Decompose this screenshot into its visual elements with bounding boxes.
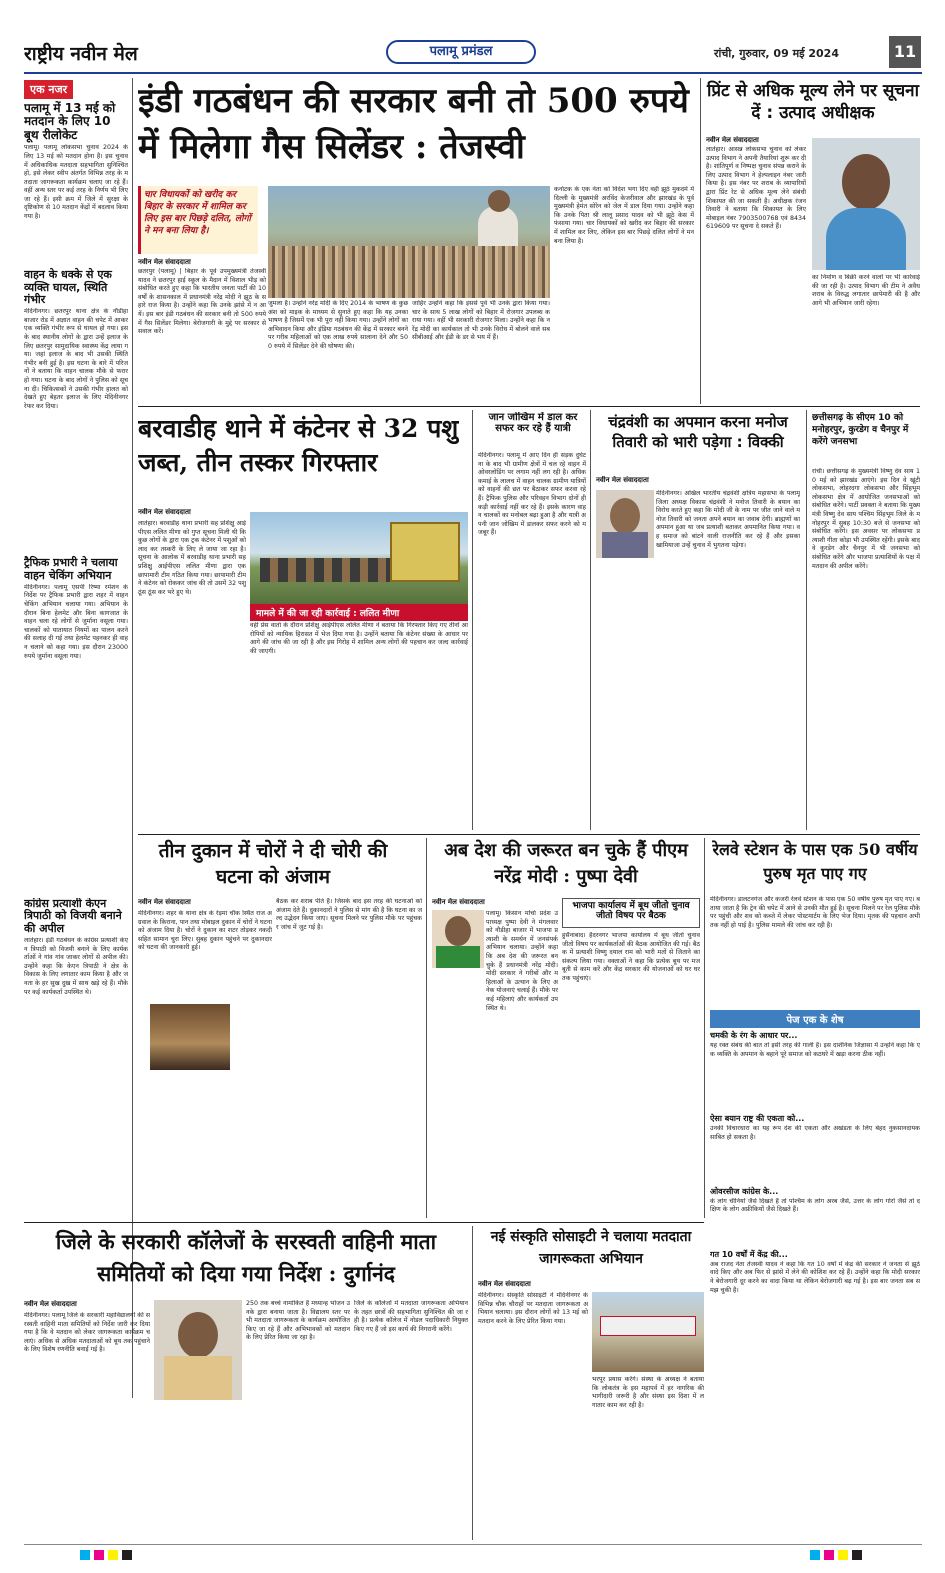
lead-pullquote: चार विधायकों को खरीद कर बिहार के सरकार में शामिल कर लिए इस बार पिछड़े दलित, लोगों ने मन बना लिया है।: [138, 186, 258, 254]
footer-rule: [24, 1544, 922, 1545]
modi-byline: नवीन मेल संवाददाता: [432, 898, 485, 906]
durganand-photo: [154, 1300, 242, 1400]
column-divider: [700, 78, 701, 404]
page-number: 11: [889, 36, 921, 68]
remainder-title: गत 10 वर्षों में केंद्र की...: [710, 1249, 788, 1259]
excise-text: लातेहार। आसन्न लोकसभा चुनाव को लेकर उत्पाद विभाग ने अपनी तैयारियां शुरू कर दी है। शांतिपूर्ण व निष्पक्ष चुनाव संपन्न कराने के लिए उत्पाद विभाग ने हेल्पलाइन नंबर जारी किया है। इस नंबर पर शराब के व्यापारियों द्वारा प्रिंट रेट से अधिक मूल्य लेने संबंधी शिकायत की जा सकती है। अधीक्षक रंजन तिवारी ने बताया कि शिकायत के लिए मोबाइल नंबर 7903500768 एवं 8434619609 पर सूचना दे सकते हैं।: [706, 146, 806, 231]
lead-col3: जाहिर उन्होंने कहा कि इससे पूर्व भी उनके द्वारा किया गया। चार के साथ 5 लाख लोगों को बिहार में रोजगार उपलब्ध कराया गया। वहीं भी सरकारी रोजगार मिला। उन्होंने कहा कि नरेंद्र मोदी का कार्यकाल तो भी उनके विरोध में बोलने वाले सब सीबीआई और ईडी के डर से भय में हैं।: [412, 300, 550, 342]
row-rule: [138, 834, 920, 835]
registration-mark: [80, 1550, 90, 1560]
saraswati-text2: 250 तक बच्चे नामांकित हैं मध्यान्ह भोजन उनके द्वारा बनाया जाता है। विद्यालय स्तर पर भी मतदाता जागरूकता के कार्यक्रम आयोजित किए जा रहे हैं और अभिभावकों को मतदान के लिए प्रेरित किया जा रहा है।: [246, 1300, 350, 1342]
shop-photo: [150, 1004, 230, 1070]
truck-photo-caption: मामले में की जा रही कार्रवाई : ललित मीणा: [250, 604, 468, 621]
lead-byline: नवीन मेल संवाददाता: [138, 258, 191, 266]
railway-headline: रेलवे स्टेशन के पास एक 50 वर्षीय पुरुष मृत पाए गए: [712, 840, 918, 883]
column-divider: [590, 410, 591, 830]
brief-text: पलामू। पलामू लोकसभा चुनाव 2024 के लिए 13 मई को मतदान होना है। इस चुनाव में अधिकाधिक मतदाता सहभागिता सुनिश्चित हो, इसे लेकर स्वीप अंतर्गत विभिन्न तरह के मतदाता जागरूकता कार्यक्रम चलाए जा रहे हैं। वहीं अन्य स्तर पर कई तरह के निर्णय भी लिए जा रहे हैं। इसी क्रम में जिले में सुरक्षा के दृष्टिकोण से 10 मतदान केंद्रों में बदलाव किया गया है।: [24, 144, 128, 221]
ek-nazar-column: [24, 78, 128, 948]
remainder-text: उनकी विचारधारा का यह रूप देश की एकता और अखंडता के लिए बेहद नुकसानदायक साबित हो सकता है।: [710, 1124, 920, 1141]
brief-title: वाहन के धक्के से एक व्यक्ति घायल, स्थिति गंभीर: [24, 268, 112, 306]
brief-text: मेदिनीनगर। पलामू एसपी रिष्मा रमेशन के निर्देश पर ट्रैफिक प्रभारी द्वारा शहर में वाहन चेकिंग अभियान चलाया गया। अभियान के दौरान बिना हेलमेट और बिना कागजात के वाहन चला रहे लोगों से जुर्माना वसूला गया। चालकों को यातायात नियमों का पालन करने की सलाह दी गई तथा हेलमेट पहनकर ही वाहन चलाने को कहा गया। इस दौरान 23000 रुपये जुर्माना वसूला गया।: [24, 583, 128, 660]
section-name: पलामू प्रमंडल: [386, 40, 536, 64]
excise-text2: का निर्माण व बिक्री करने वालों पर भी कार्रवाई की जा रही है। उत्पाद विभाग की टीम ने अवैध शराब के विरुद्ध लगातार छापेमारी की है और आगे भी अभियान जारी रहेगा।: [812, 274, 920, 307]
registration-mark: [108, 1550, 118, 1560]
brief-text: मेदिनीनगर। छतरपुर थाना क्षेत्र के नौडीहा बाजार रोड में अज्ञात वाहन की चपेट में आकर एक व्यक्ति गंभीर रूप से घायल हो गया। इसके बाद स्थानीय लोगों के द्वारा उन्हें इलाज के लिए छतरपुर सामुदायिक स्वास्थ्य केंद्र लाया गया। जहां इलाज के बाद भी उसकी स्थिति गंभीर बनी हुई है। इस घटना के बारे में परिजनों ने बताया कि वाहन चालक मौके से फरार हो गया। घटना के बाद लोगों ने पुलिस को सूचना दी। चिकित्सकों ने उसकी गंभीर हालत को देखते हुए बेहतर इलाज के लिए मेदिनीनगर रेफर कर दिया।: [24, 308, 128, 410]
row-rule: [138, 406, 920, 407]
saraswati-byline: नवीन मेल संवाददाता: [24, 1300, 77, 1308]
paper-name: राष्ट्रीय नवीन मेल: [24, 43, 138, 65]
theft-headline: तीन दुकान में चोरों ने दी चोरी की घटना को अंजाम: [158, 840, 388, 888]
brief-title: पलामू में 13 मई को मतदान के लिए 10 बूथ रीलोकेट: [24, 101, 116, 142]
rally-photo: [268, 186, 550, 298]
column-divider: [704, 838, 705, 1218]
registration-mark: [122, 1550, 132, 1560]
remainder-text: अब राजद नेता तेजस्वी यादव ने कहा कि गत 10 वर्षों में केंद्र की सरकार ने जनता से झूठे वादे किए और अब फिर से झांसे में लेने की कोशिश कर रहे हैं। उन्होंने कहा कि मोदी सरकार ने बेरोजगारी दूर करने का वादा किया था लेकिन बेरोजगारी बढ़ गई है। इस बार जनता सब समझ चुकी है।: [710, 1260, 920, 1294]
chandravanshi-text: मेदिनीनगर। अखिल भारतीय चंद्रवंशी क्षत्रिय महासभा के पलामू जिला अध्यक्ष विकास चंद्रवंशी ने मनोज तिवारी के बयान का विरोध करते हुए कहा कि मोदी जी के नाम पर जीत जाने वाले मनोज तिवारी को जनता अपने बयान का जवाब देगी। ब्राह्मणों का अपमान हुआ था जब प्रत्याशी बताकर अपमानित किया गया। वह समाज को बांटने वाली राजनीति कर रहे हैं और इसका खामियाजा उन्हें चुनाव में भुगतना पड़ेगा।: [656, 490, 800, 549]
container-headline: बरवाडीह थाने में कंटेनर से 32 पशु जब्त, तीन तस्कर गिरफ्तार: [138, 414, 459, 477]
remainder-label: पेज एक के शेष: [710, 1010, 920, 1028]
masthead: [24, 36, 922, 70]
page-one-remainder: [710, 1010, 920, 1538]
cm-headline: छत्तीसगढ़ के सीएम 10 को मनोहरपुर, कुरडेग व चैनपुर में करेंगे जनसभा: [812, 413, 909, 447]
remainder-title: चमकी के रंग के आधार पर...: [710, 1031, 798, 1040]
lead-col1: छतरपुर (पलामू) | बिहार के पूर्व उपमुख्यमंत्री तेजस्वी यादव ने छतरपुर हाई स्कूल के मैदान में विशाल भीड़ को संबोधित करते हुए कहा कि भारतीय जनता पार्टी की 10 वर्षों के शासनकाल में प्रधानमंत्री नरेंद्र मोदी ने झूठ के सहारे राज किया है। उन्होंने कहा कि उनके झांसे में न आयें। इस बार इंडी गठबंधन की सरकार बनी तो 500 रुपये में गैस सिलेंडर मिलेगा। बेरोजगारी के मुद्दे पर सरकार से सवाल करें।: [138, 268, 266, 336]
saraswati-headline: जिले के सरकारी कॉलेजों के सरस्वती वाहिनी माता समितियों को दिया गया निर्देश : दुर्गानंद: [55, 1229, 437, 1286]
container-byline: नवीन मेल संवाददाता: [138, 508, 191, 516]
column-divider: [472, 1226, 473, 1540]
bjp-meeting-text: हुसैनाबाद। हैदरनगर भाजपा कार्यालय में बूथ जीतो चुनाव जीतो विषय पर कार्यकर्ताओं की बैठक आयोजित की गई। बैठक में प्रत्याशी विष्णु दयाल राम को भारी मतों से जिताने का संकल्प लिया गया। वक्ताओं ने कहा कि प्रत्येक बूथ पर मजबूती से काम करें और केंद्र सरकार की योजनाओं को घर घर तक पहुंचाएं।: [562, 932, 700, 982]
column-divider: [806, 410, 807, 830]
ek-nazar-label: एक नजर: [24, 80, 73, 99]
saraswati-text3: जिले के कॉलेजों में मतदाता जागरूकता अभियान के तहत छात्रों की सहभागिता सुनिश्चित की जा रही है। प्रत्येक कॉलेज में नोडल पदाधिकारी नियुक्त किए गए हैं जो इस कार्य की निगरानी करेंगे।: [354, 1300, 468, 1333]
society-headline: नई संस्कृति सोसाइटी ने चलाया मतदाता जागरूकता अभियान: [490, 1229, 692, 1267]
chandravanshi-byline: नवीन मेल संवाददाता: [596, 476, 649, 484]
modi-headline: अब देश की जरूरत बन चुके हैं पीएम नरेंद्र मोदी : पुष्पा देवी: [444, 840, 688, 887]
risk-headline: जान जोखिम में डाल कर सफर कर रहे हैं यात्री: [488, 412, 578, 435]
column-divider: [132, 78, 133, 1398]
society-text2: भरपूर प्रयास करेंगे। संस्था के अध्यक्ष ने बताया कि लोकतंत्र के इस महापर्व में हर नागरिक की भागीदारी जरूरी है और संस्था इस दिशा में लगातार काम कर रही है।: [592, 1376, 704, 1409]
container-text2: वहीं प्रेस वार्ता के दौरान प्रशिक्षु आईपीएस ललित मीणा ने बताया कि गिरफ्तार किए गए तीनों आरोपियों को न्यायिक हिरासत में भेज दिया गया है। उन्होंने बताया कि कंटेनर संख्या के आधार पर आगे की जांच की जा रही है और इस गिरोह में शामिल अन्य लोगों की पहचान कर जल्द कार्रवाई की जाएगी।: [250, 622, 468, 655]
remainder-text: यह रक्त संबंध की बात तो इसी तरह की गाली है। इस दार्शनिक जिज्ञासा में उन्होंने कहा कि एक व्यक्ति के अपमान के बहाने पूरे समाज को कठघरे में खड़ा करना ठीक नहीं।: [710, 1041, 920, 1058]
excise-byline: नवीन मेल संवाददाता: [706, 136, 759, 144]
remainder-title: ओवरसीज कांग्रेस के...: [710, 1186, 779, 1196]
row-rule: [24, 1222, 704, 1223]
column-divider: [426, 838, 427, 1218]
bjp-meeting-headline: भाजपा कार्यालय में बूथ जीतो चुनाव जीतो विषय पर बैठक: [562, 898, 700, 928]
registration-mark: [838, 1550, 848, 1560]
society-photo: [592, 1292, 704, 1372]
cm-text: रांची। छत्तीसगढ़ के मुख्यमंत्री विष्णु देव साय 10 मई को झारखंड आएंगे। इस दिन वे खूंटी लोकसभा, लोहरदगा लोकसभा और सिंहभूम लोकसभा क्षेत्र में आयोजित जनसभाओं को संबोधित करेंगे। पार्टी प्रवक्ता ने बताया कि मुख्यमंत्री विष्णु देव साय पश्चिम सिंहभूम जिले के मनोहरपुर में सुबह 10:30 बजे से जनसभा को संबोधित करेंगे। इस अवसर पर लोकसभा प्रत्याशी गीता कोड़ा भी उपस्थित रहेंगी। इसके बाद वे कुरडेग और चैनपुर में भी जनसभा को संबोधित करेंगे और भाजपा प्रत्याशियों के पक्ष में मतदान की अपील करेंगे।: [812, 468, 920, 570]
registration-mark: [94, 1550, 104, 1560]
society-text: मेदिनीनगर। संस्कृति सोसाइटी ने मेदिनीनगर के विभिन्न चौक चौराहों पर मतदाता जागरूकता अभियान चलाया। इस दौरान लोगों को 13 मई को मतदान करने के लिए प्रेरित किया गया।: [478, 1292, 588, 1325]
registration-mark: [824, 1550, 834, 1560]
container-text: लातेहार। बरवाडीह थाना प्रभारी सह प्रशिक्षु आईपीएस ललित मीणा को गुप्त सूचना मिली थी कि कुछ लोगों के द्वारा एक ट्रक कंटेनर में पशुओं को लाद कर तस्करी के लिए ले जाया जा रहा है। सूचना के आलोक में बरवाडीह थाना प्रभारी सह प्रशिक्षु आईपीएस ललित मीणा द्वारा एक छापामारी टीम गठित किया गया। छापामारी टीम ने कंटेनर को रोककर जांच की तो उसमें 32 पशु ठूंस ठूंस कर भरे हुए थे।: [138, 520, 246, 596]
dateline: रांची, गुरुवार, 09 मई 2024: [714, 47, 839, 60]
remainder-title: ऐसा बयान राष्ट्र की एकता को...: [710, 1113, 805, 1123]
brief-title: ट्रैफिक प्रभारी ने चलाया वाहन चेकिंग अभियान: [24, 556, 118, 582]
society-byline: नवीन मेल संवाददाता: [478, 1280, 531, 1288]
registration-mark: [852, 1550, 862, 1560]
railway-text: मेदिनीनगर। डालटनगंज और कजरी रेलवे स्टेशन के पास एक 50 वर्षीय पुरुष मृत पाए गए। बताया जाता है कि ट्रेन की चपेट में आने से उनकी मौत हुई है। सूचना मिलने पर रेल पुलिस मौके पर पहुंची और शव को कब्जे में लेकर पोस्टमार्टम के लिए भेज दिया। मृतक की पहचान अभी तक नहीं हो पाई है। पुलिस मामले की जांच कर रही है।: [710, 896, 920, 929]
truck-photo: [250, 512, 468, 604]
officer-photo: [812, 138, 920, 270]
brief-title: कांग्रेस प्रत्याशी केएन त्रिपाठी को विजयी बनाने की अपील: [24, 898, 122, 935]
remainder-text: के लोग चीनियों जैसे दिखते हैं तो पश्चिम के लोग अरब जैसे, उत्तर के लोग गोरों जैसे तो दक्षिण के लोग अफ्रीकियों जैसे दिखते हैं।: [710, 1197, 920, 1214]
masthead-rule: [24, 72, 922, 74]
theft-text: मेदिनीनगर। शहर के थाना क्षेत्र के रेड़मा चौक स्थित राज अग्रवाल के किराना, पान तथा मोबाइल दुकान में चोरों ने घटना को अंजाम दिया है। चोरों ने दुकान का शटर तोड़कर नकदी सहित सामान चुरा लिए। सुबह दुकान पहुंचने पर दुकानदार को घटना की जानकारी हुई।: [138, 910, 272, 952]
registration-mark: [810, 1550, 820, 1560]
brief-text: लातेहार। इंडी गठबंधन के कांग्रेस प्रत्याशी केएन त्रिपाठी को विजयी बनाने के लिए कार्यकर्ताओं ने गांव गांव जाकर लोगों से अपील की। उन्होंने कहा कि केएन त्रिपाठी ने क्षेत्र के विकास के लिए लगातार काम किया है और जनता के हर सुख दुख में साथ खड़े रहे हैं। मौके पर कई कार्यकर्ता उपस्थित थे।: [24, 936, 128, 996]
theft-text2: बैठक कर शराब पीते हैं। जिसके बाद इस तरह की घटनाओं को अंजाम देते हैं। दुकानदारों ने पुलिस से मांग की है कि घटना का जल्द उद्भेदन किया जाए। सूचना मिलने पर पुलिस मौके पर पहुंचकर जांच में जुट गई है।: [276, 898, 422, 931]
column-divider: [472, 410, 473, 830]
modi-text: पलामू। किसान मोर्चा प्रदेश उपाध्यक्ष पुष्पा देवी ने मंगलवार को नौडीहा बाजार में भाजपा प्रत्याशी के समर्थन में जनसंपर्क अभियान चलाया। उन्होंने कहा कि अब देश की जरूरत बन चुके हैं प्रधानमंत्री नरेंद्र मोदी। मोदी सरकार ने गरीबों और महिलाओं के उत्थान के लिए अनेक योजनाएं चलाई हैं। मौके पर कई महिलाएं और कार्यकर्ता उपस्थित थे।: [486, 910, 558, 1012]
saraswati-text: मेदिनीनगर। पलामू जिले के सरकारी महाविद्यालयों की सरस्वती वाहिनी माता समितियों को निर्देश जारी कर दिया गया है कि वे मतदान को लेकर जागरूकता कार्यक्रम चलाएं। अधिक से अधिक मतदाताओं को बूथ तक पहुंचाने के लिए विशेष रणनीति बनाई गई है।: [24, 1312, 150, 1354]
chandravanshi-headline: चंद्रवंशी का अपमान करना मनोज तिवारी को भारी पड़ेगा : विक्की: [608, 413, 788, 451]
risk-text: मेदिनीनगर। पलामू में आए दिन ही सड़क दुर्घटना के बाद भी ग्रामीण क्षेत्रों में चल रहे वाहन में ओवरलोडिंग पर लगाम नहीं लग रही है। अधिक कमाई के लालच में वाहन चालक ग्रामीण यात्रियों को वाहनों की छत पर बैठाकर सफर करवा रहे हैं। ट्रैफिक पुलिस और परिवहन विभाग दोनों ही कड़ी कार्रवाई नहीं कर रहे हैं। इसके कारण वाहन चालकों का मनोबल बढ़ा हुआ है और यात्री अपनी जान जोखिम में डालकर सफर करने को मजबूर हैं।: [478, 452, 586, 537]
lead-col2: जुमला है। उन्होंने नरेंद्र मोदी के दिए 2014 के भाषण के कुछ अंश को माइक के माध्यम से सुनाते हुए कहा कि यह उनका भाषण है जिसमें एक भी पूरा नहीं किया गया। उन्होंने लोगों का अभिवादन किया और इंडिया गठबंधन की केंद्र में सरकार बनने पर गरीब महिलाओं को एक लाख रुपये सालाना देने और 500 रुपये में सिलेंडर देने की घोषणा की।: [268, 300, 408, 350]
lead-headline: इंडी गठबंधन की सरकार बनी तो 500 रुपये में मिलेगा गैस सिलेंडर : तेजस्वी: [138, 81, 689, 167]
lead-col4: कर्नाटक के एक नेता को विदेश भगा दिए वहीं झूठे मुकदमे में दिल्ली के मुख्यमंत्री अरविंद केजरीवाल और झारखंड के पूर्व मुख्यमंत्री हेमंत सोरेन को जेल में डाल दिया गया। उन्होंने कहा कि उनके पिता श्री लालू प्रसाद यादव को भी झूठे केस में फंसाया गया। चार विधायकों को खरीद कर बिहार की सरकार में शामिल कर लिए, लेकिन इस बार पिछड़े दलित लोगों ने मन बना लिया है।: [554, 186, 694, 245]
theft-byline: नवीन मेल संवाददाता: [138, 898, 191, 906]
excise-headline: प्रिंट से अधिक मूल्य लेने पर सूचना दें : उत्पाद अधीक्षक: [706, 81, 920, 123]
